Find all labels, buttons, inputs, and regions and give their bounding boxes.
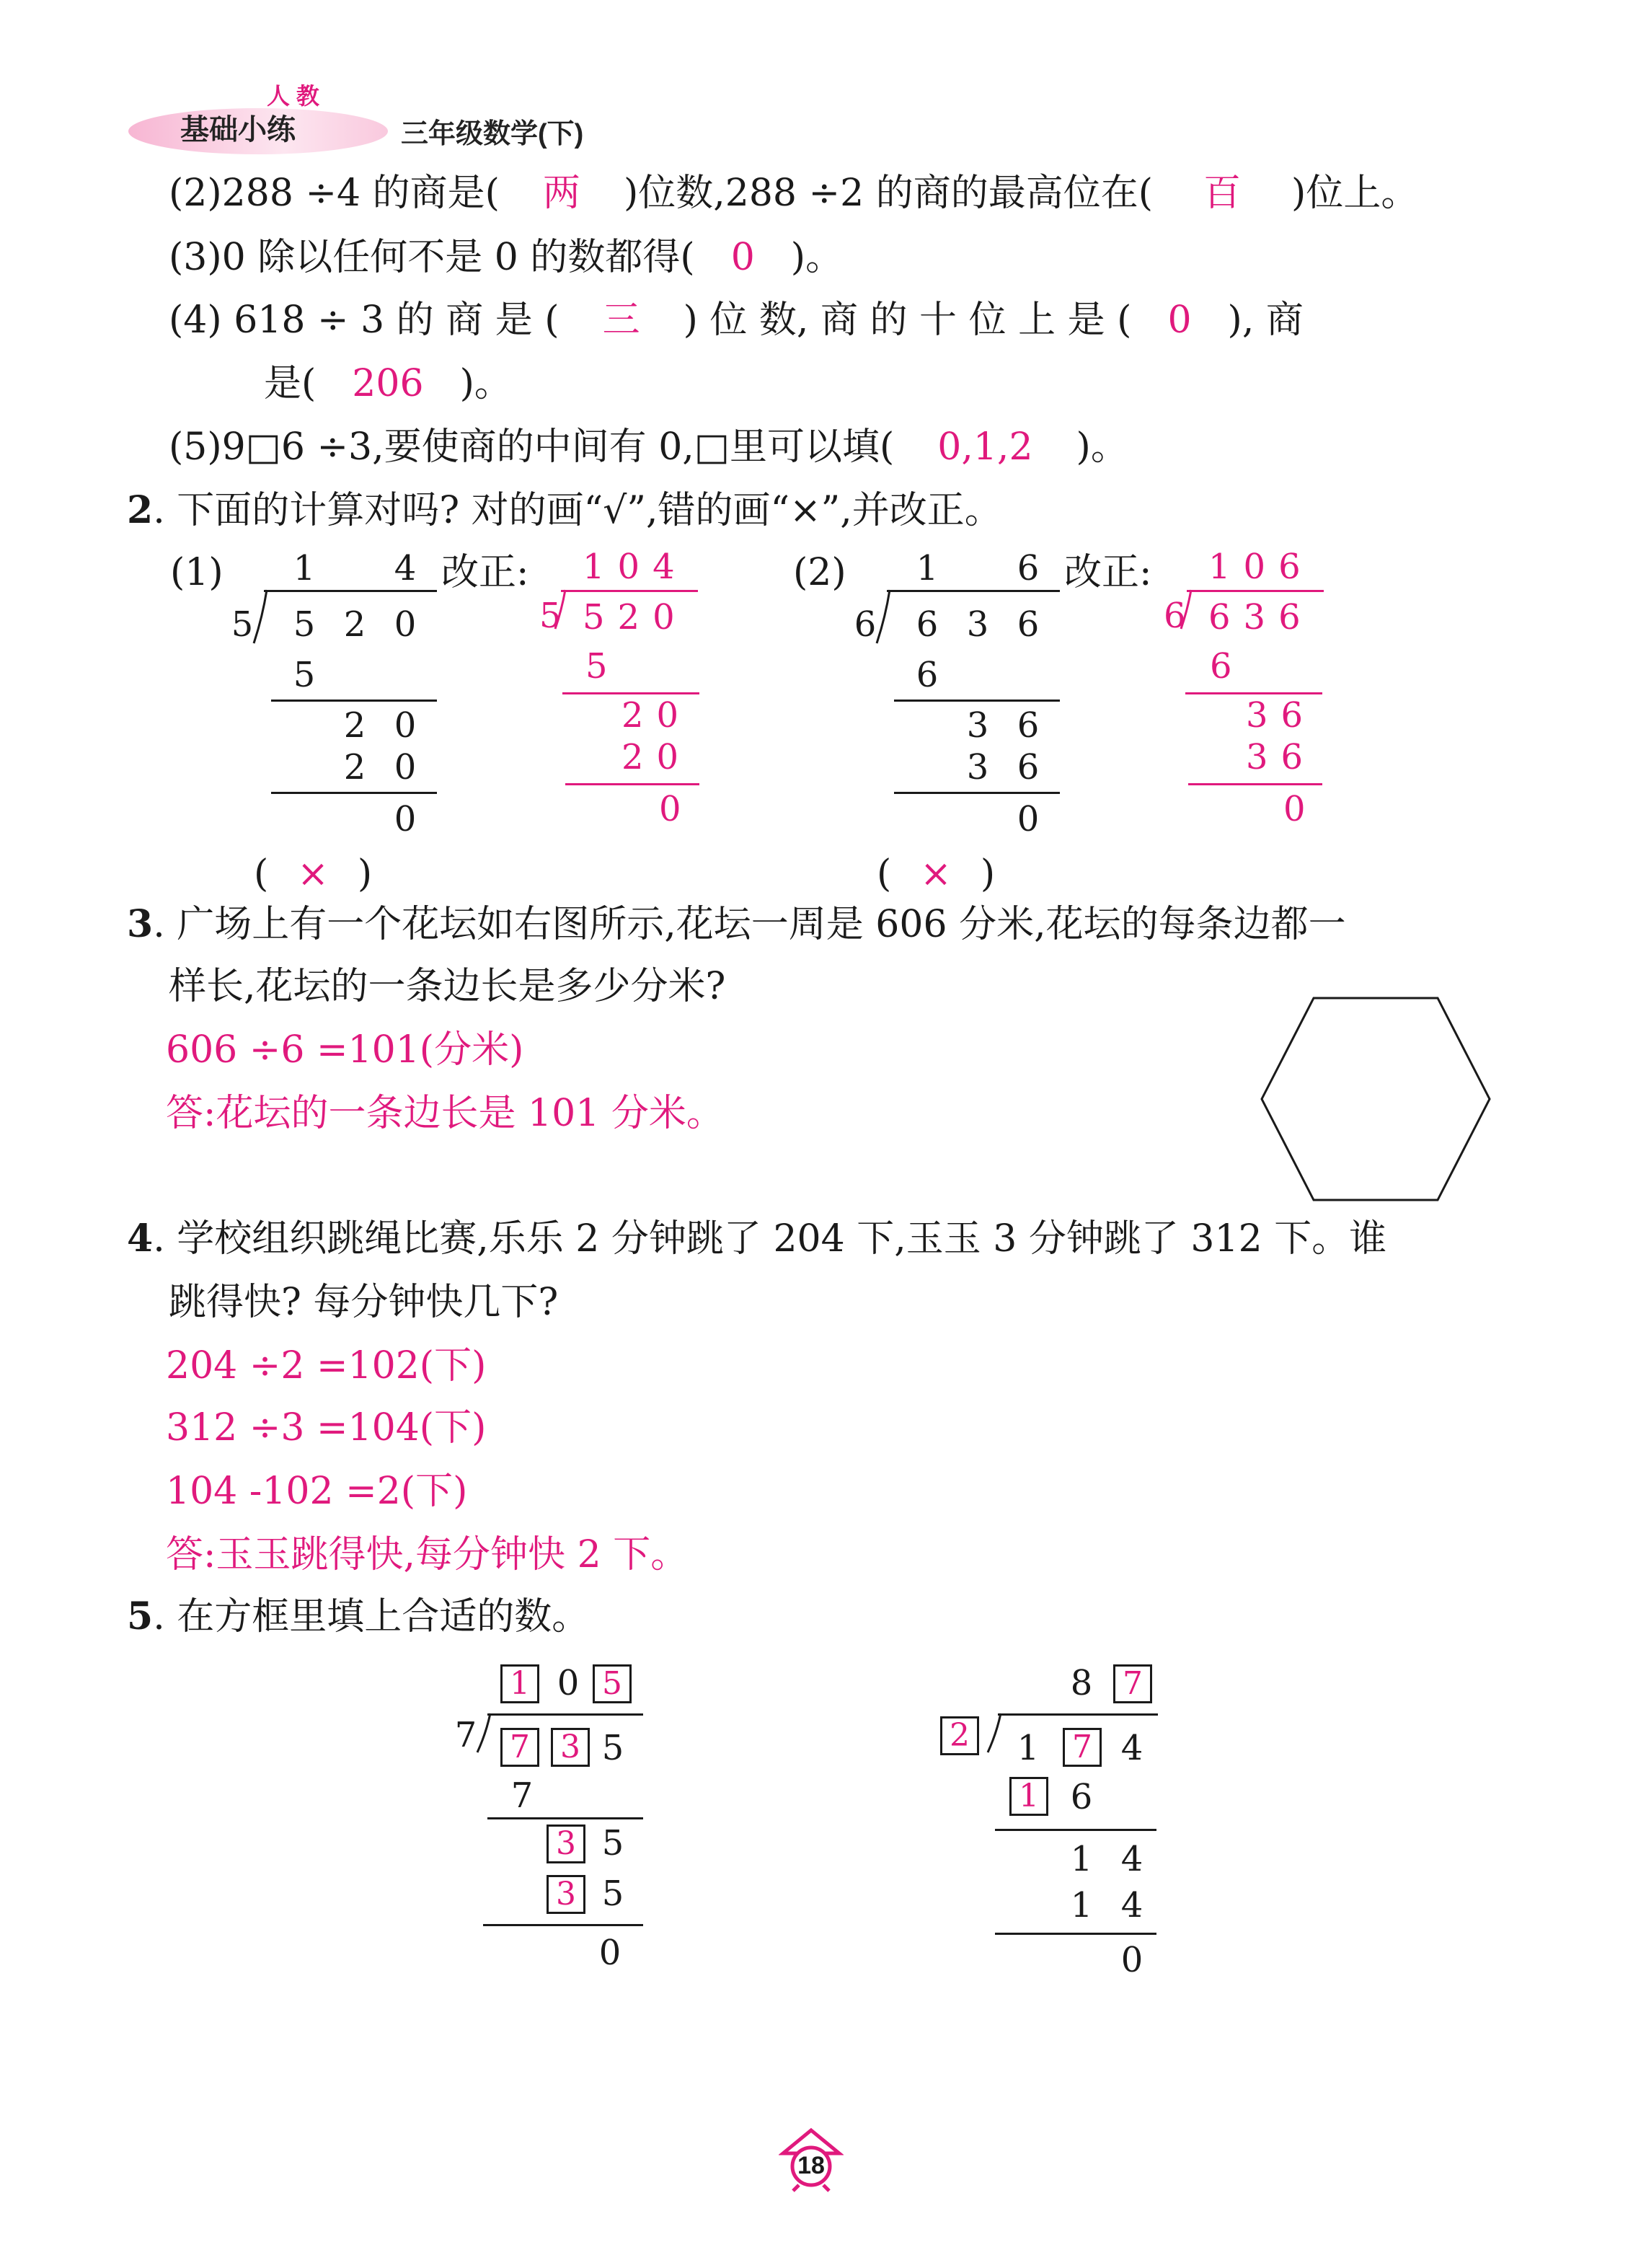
calc2-s2: 3 bbox=[966, 747, 989, 787]
q4-answer-1: 204 ÷2 =102(下) bbox=[166, 1344, 487, 1387]
calc2-divisor: 6 bbox=[854, 604, 877, 645]
q2-correct-label-1: 改正: bbox=[441, 551, 529, 594]
calc1-dividend-digit: 2 bbox=[343, 604, 366, 645]
fill-box[interactable]: 3 bbox=[547, 1875, 585, 1914]
dividend-digit: 5 bbox=[601, 1728, 624, 1768]
fix2-divisor: 6 bbox=[1164, 596, 1186, 636]
calc1-quotient-digit: 4 bbox=[394, 548, 417, 588]
fix1-remainder: 0 bbox=[659, 789, 681, 829]
q1-part4: (4) 618 ÷ 3 的 商 是 ( 三 ) 位 数, 商 的 十 位 上 是 ( 0 ), 商 bbox=[169, 299, 1304, 342]
fix1-line bbox=[562, 692, 699, 694]
fill-box[interactable]: 7 bbox=[500, 1728, 539, 1767]
bracket-line bbox=[998, 1713, 1158, 1716]
calc1-s2: 2 bbox=[343, 747, 366, 787]
fill-box[interactable]: 5 bbox=[593, 1664, 632, 1703]
final-remainder: 0 bbox=[598, 1933, 621, 1973]
q1-part4-cont: 是( 206 )。 bbox=[264, 362, 512, 405]
q4-answer-sentence: 答:玉玉跳得快,每分钟快 2 下。 bbox=[166, 1533, 689, 1576]
q1-part5: (5)9□6 ÷3,要使商的中间有 0,□里可以填( 0,1,2 )。 bbox=[169, 425, 1128, 469]
division-line bbox=[995, 1829, 1156, 1831]
remainder-digit: 5 bbox=[601, 1823, 624, 1863]
calc2-r1: 6 bbox=[1017, 705, 1040, 746]
fix2-line bbox=[1188, 783, 1322, 785]
calc2-line bbox=[894, 700, 1060, 702]
fill-box[interactable]: 7 bbox=[1113, 1664, 1152, 1703]
sub-digit: 5 bbox=[601, 1874, 624, 1914]
calc2-quotient-digit: 1 bbox=[916, 548, 939, 588]
calc1-sub1: 5 bbox=[293, 655, 316, 695]
q3-answer-sentence: 答:花坛的一条边长是 101 分米。 bbox=[166, 1092, 724, 1135]
fix1-r1: 20 bbox=[621, 695, 692, 736]
fix2-dividend: 636 bbox=[1208, 597, 1314, 637]
bracket-line bbox=[487, 1713, 643, 1716]
q2-label-2: (2) bbox=[793, 551, 846, 594]
division-line bbox=[483, 1924, 643, 1926]
fix2-quotient: 106 bbox=[1208, 547, 1314, 587]
calc2-quotient-digit: 6 bbox=[1017, 548, 1040, 588]
calc2-bracket-line bbox=[887, 590, 1060, 592]
calc1-s2: 0 bbox=[394, 747, 417, 787]
q4-prompt-line1: 4. 学校组织跳绳比赛,乐乐 2 分钟跳了 204 下,玉玉 3 分钟跳了 312 下。谁 bbox=[127, 1217, 1387, 1261]
fix2-sub1: 6 bbox=[1210, 646, 1232, 687]
page-number-badge bbox=[779, 2127, 844, 2192]
calc1-remainder: 0 bbox=[394, 799, 417, 839]
calc2-line bbox=[894, 792, 1060, 794]
calc1-line bbox=[271, 700, 437, 702]
fix2-s2: 36 bbox=[1246, 737, 1317, 777]
final-remainder: 0 bbox=[1120, 1940, 1143, 1980]
fix1-line bbox=[565, 783, 699, 785]
series-edition: 人 教 bbox=[267, 83, 319, 109]
fill-box[interactable]: 2 bbox=[940, 1716, 979, 1755]
fill-box[interactable]: 3 bbox=[551, 1728, 590, 1767]
remainder-digit: 1 bbox=[1070, 1839, 1093, 1879]
sub-digit: 4 bbox=[1120, 1885, 1143, 1925]
dividend-digit: 1 bbox=[1017, 1728, 1040, 1768]
q5-prompt: 5. 在方框里填上合适的数。 bbox=[127, 1594, 590, 1638]
q2-prompt: 2. 下面的计算对吗? 对的画“√”,错的画“×”,并改正。 bbox=[127, 488, 1002, 532]
quotient-digit: 8 bbox=[1070, 1663, 1093, 1703]
fill-box[interactable]: 1 bbox=[1009, 1777, 1048, 1816]
subject-title: 三年级数学(下) bbox=[401, 119, 584, 149]
q3-answer-equation: 606 ÷6 =101(分米) bbox=[166, 1028, 524, 1072]
division-line bbox=[995, 1933, 1156, 1935]
fix2-bracket-line bbox=[1187, 590, 1324, 592]
fix1-dividend: 520 bbox=[583, 597, 688, 637]
calc1-divisor: 5 bbox=[231, 604, 254, 645]
fix2-r1: 36 bbox=[1246, 695, 1317, 736]
calc2-judgement: ( × ) bbox=[877, 852, 996, 896]
quotient-digit: 0 bbox=[557, 1663, 580, 1703]
bracket-curve bbox=[986, 1712, 1004, 1755]
calc1-quotient-digit: 1 bbox=[293, 548, 316, 588]
q2-correct-label-2: 改正: bbox=[1064, 551, 1152, 594]
fill-box[interactable]: 7 bbox=[1063, 1728, 1102, 1767]
calc2-dividend-digit: 6 bbox=[1017, 604, 1040, 645]
calc2-s2: 6 bbox=[1017, 747, 1040, 787]
calc1-line bbox=[271, 792, 437, 794]
calc1-dividend-digit: 5 bbox=[293, 604, 316, 645]
q4-answer-2: 312 ÷3 =104(下) bbox=[166, 1406, 487, 1450]
dividend-digit: 4 bbox=[1120, 1728, 1143, 1768]
fix2-remainder: 0 bbox=[1283, 789, 1306, 829]
q3-prompt-line1: 3. 广场上有一个花坛如右图所示,花坛一周是 606 分米,花坛的每条边都一 bbox=[127, 902, 1346, 946]
fix2-line bbox=[1185, 692, 1322, 694]
sub-digit: 1 bbox=[1070, 1885, 1093, 1925]
sub-digit: 7 bbox=[510, 1775, 534, 1816]
fix1-quotient: 104 bbox=[583, 547, 688, 587]
calc1-r1: 2 bbox=[343, 705, 366, 746]
fix1-s2: 20 bbox=[621, 737, 692, 777]
division-line bbox=[487, 1817, 643, 1819]
hexagon-flowerbed-figure bbox=[1255, 994, 1500, 1204]
remainder-digit: 4 bbox=[1120, 1839, 1143, 1879]
fix1-bracket-line bbox=[561, 590, 698, 592]
divisor: 7 bbox=[454, 1715, 477, 1755]
sub-digit: 6 bbox=[1070, 1777, 1093, 1817]
calc1-dividend-digit: 0 bbox=[394, 604, 417, 645]
calc1-bracket-line bbox=[264, 590, 437, 592]
fix1-divisor: 5 bbox=[539, 596, 562, 636]
q1-part3: (3)0 除以任何不是 0 的数都得( 0 )。 bbox=[169, 236, 844, 279]
q1-part2: (2)288 ÷4 的商是( 两 )位数,288 ÷2 的商的最高位在( 百 )位上。 bbox=[169, 172, 1419, 215]
calc1-judgement: ( × ) bbox=[254, 852, 373, 896]
fill-box[interactable]: 1 bbox=[500, 1664, 539, 1703]
q4-answer-3: 104 -102 =2(下) bbox=[166, 1470, 468, 1513]
calc2-sub1: 6 bbox=[916, 655, 939, 695]
series-title: 基础小练 bbox=[180, 114, 296, 146]
calc1-r1: 0 bbox=[394, 705, 417, 746]
fix1-sub1: 5 bbox=[585, 646, 608, 687]
page-number: 18 bbox=[797, 2152, 825, 2179]
q3-prompt-line2: 样长,花坛的一条边长是多少分米? bbox=[169, 965, 726, 1008]
q2-label-1: (1) bbox=[170, 551, 224, 594]
calc2-dividend-digit: 6 bbox=[916, 604, 939, 645]
calc2-dividend-digit: 3 bbox=[966, 604, 989, 645]
calc2-remainder: 0 bbox=[1017, 799, 1040, 839]
q4-prompt-line2: 跳得快? 每分钟快几下? bbox=[169, 1281, 559, 1324]
fill-box[interactable]: 3 bbox=[547, 1824, 585, 1863]
calc2-r1: 3 bbox=[966, 705, 989, 746]
